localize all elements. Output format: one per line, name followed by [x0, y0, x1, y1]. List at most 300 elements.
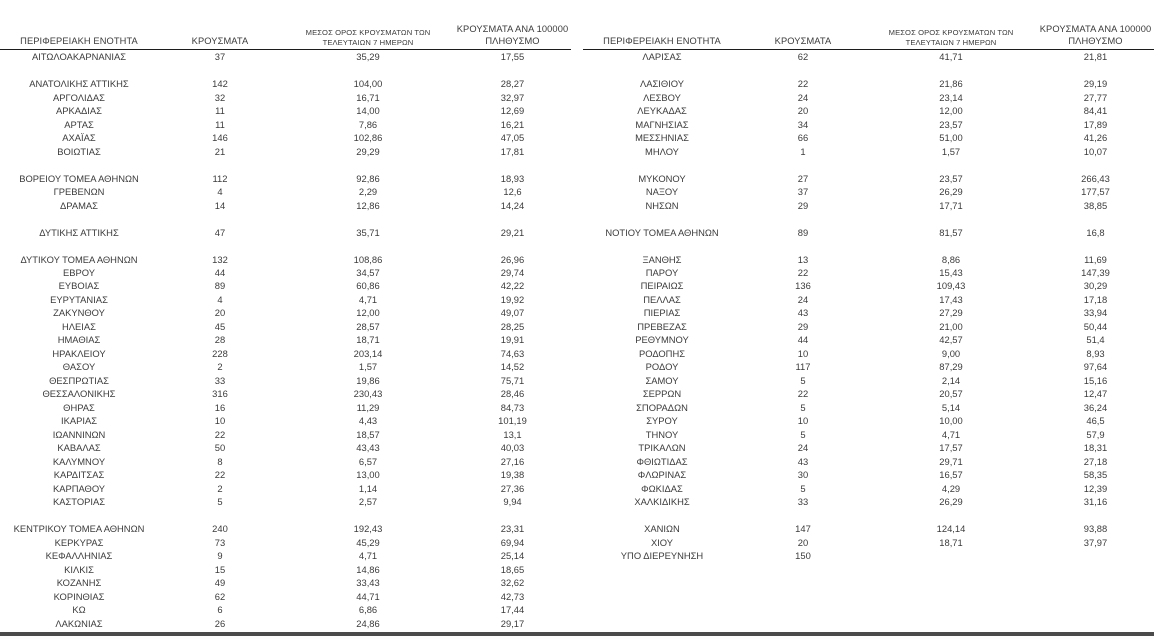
region-cell: ΕΥΒΟΙΑΣ — [58, 280, 100, 292]
right-table-body — [583, 50, 1154, 630]
region-cell: ΛΑΚΩΝΙΑΣ — [55, 617, 103, 629]
table-row — [0, 212, 571, 225]
table-row — [583, 482, 1154, 495]
cases-cell: 22 — [214, 469, 226, 481]
cases-cell: 316 — [212, 388, 228, 400]
left-header-avg7-line1: ΜΕΣΟΣ ΟΡΟΣ ΚΡΟΥΣΜΑΤΩΝ ΤΩΝ — [305, 28, 431, 37]
cases-cell: 2 — [217, 361, 223, 373]
avg7-cell: 60,86 — [356, 280, 380, 292]
cases-cell: 16 — [214, 401, 226, 413]
left-table-header — [0, 0, 571, 50]
per100k-cell: 41,26 — [1083, 132, 1108, 144]
avg7-cell: 92,86 — [356, 172, 380, 184]
per100k-cell: 40,03 — [500, 442, 525, 454]
per100k-cell: 69,94 — [500, 536, 525, 548]
region-cell: ΚΑΒΑΛΑΣ — [57, 442, 101, 454]
avg7-cell: 7,86 — [358, 118, 378, 130]
cases-cell: 44 — [214, 266, 226, 278]
per100k-cell: 17,18 — [1083, 293, 1108, 305]
per100k-cell: 28,25 — [500, 320, 525, 332]
region-cell: ΚΙΛΚΙΣ — [64, 563, 94, 575]
avg7-cell: 28,57 — [356, 320, 380, 332]
region-cell: ΣΑΜΟΥ — [645, 374, 679, 386]
per100k-cell: 27,77 — [1083, 91, 1108, 103]
region-cell: ΗΛΕΙΑΣ — [62, 320, 96, 332]
cases-cell: 32 — [214, 91, 226, 103]
cases-cell: 117 — [795, 361, 811, 373]
region-cell: ΠΑΡΟΥ — [645, 266, 679, 278]
cases-cell: 45 — [214, 320, 226, 332]
avg7-cell: 124,14 — [936, 523, 966, 535]
avg7-cell: 15,43 — [939, 266, 963, 278]
cases-cell: 30 — [797, 469, 809, 481]
cases-cell: 20 — [797, 105, 809, 117]
region-cell: ΓΡΕΒΕΝΩΝ — [53, 186, 105, 198]
avg7-cell: 23,57 — [939, 118, 963, 130]
cases-cell: 47 — [214, 226, 226, 238]
right-header-avg7-line1: ΜΕΣΟΣ ΟΡΟΣ ΚΡΟΥΣΜΑΤΩΝ ΤΩΝ — [888, 28, 1014, 37]
cases-cell: 24 — [797, 293, 809, 305]
cases-cell: 20 — [214, 307, 226, 319]
table-row — [583, 104, 1154, 117]
cases-cell: 8 — [217, 455, 223, 467]
region-cell: ΑΡΓΟΛΙΔΑΣ — [53, 91, 105, 103]
table-row — [583, 347, 1154, 360]
table-row — [583, 455, 1154, 468]
per100k-cell: 50,44 — [1083, 320, 1108, 332]
per100k-cell: 97,64 — [1083, 361, 1108, 373]
per100k-cell: 33,94 — [1083, 307, 1108, 319]
region-cell: ΔΥΤΙΚΟΥ ΤΟΜΕΑ ΑΘΗΝΩΝ — [20, 253, 138, 265]
avg7-cell: 18,71 — [356, 334, 380, 346]
table-row — [583, 252, 1154, 265]
region-cell: ΑΝΑΤΟΛΙΚΗΣ ΑΤΤΙΚΗΣ — [29, 78, 129, 90]
cases-cell: 43 — [797, 455, 809, 467]
cases-cell: 10 — [797, 347, 809, 359]
avg7-cell: 230,43 — [353, 388, 383, 400]
avg7-cell: 1,57 — [358, 361, 378, 373]
table-row — [583, 603, 1154, 616]
per100k-cell: 31,16 — [1083, 496, 1108, 508]
avg7-cell: 4,71 — [358, 550, 378, 562]
region-cell: ΚΑΛΥΜΝΟΥ — [52, 455, 106, 467]
table-row — [0, 508, 571, 521]
table-row — [0, 360, 571, 373]
per100k-cell: 57,9 — [1086, 428, 1105, 440]
table-row — [0, 616, 571, 629]
region-cell: ΚΟΡΙΝΘΙΑΣ — [53, 590, 105, 602]
region-cell: ΙΩΑΝΝΙΝΩΝ — [52, 428, 106, 440]
avg7-cell: 8,86 — [941, 253, 961, 265]
per100k-cell: 8,93 — [1086, 347, 1105, 359]
region-cell: ΚΑΡΔΙΤΣΑΣ — [53, 469, 105, 481]
per100k-cell: 32,62 — [500, 577, 525, 589]
table-row — [583, 508, 1154, 521]
cases-cell: 50 — [214, 442, 226, 454]
table-row — [0, 482, 571, 495]
per100k-cell: 74,63 — [500, 347, 525, 359]
cases-cell: 22 — [797, 266, 809, 278]
per100k-cell: 11,69 — [1084, 253, 1107, 265]
per100k-cell: 12,47 — [1083, 388, 1108, 400]
avg7-cell: 9,00 — [941, 347, 961, 359]
table-row — [0, 414, 571, 427]
table-row — [583, 387, 1154, 400]
per100k-cell: 16,21 — [500, 118, 525, 130]
cases-cell: 132 — [212, 253, 228, 265]
avg7-cell: 5,14 — [941, 401, 961, 413]
table-row — [0, 428, 571, 441]
avg7-cell: 10,00 — [939, 415, 963, 427]
cases-cell: 5 — [800, 401, 806, 413]
table-row — [583, 360, 1154, 373]
region-cell: ΠΕΛΛΑΣ — [643, 293, 681, 305]
table-row — [0, 455, 571, 468]
table-row — [583, 185, 1154, 198]
region-cell: ΑΧΑΪΑΣ — [62, 132, 96, 144]
avg7-cell: 44,71 — [356, 590, 380, 602]
avg7-cell: 43,43 — [356, 442, 380, 454]
table-row — [0, 117, 571, 130]
cases-cell: 24 — [797, 91, 809, 103]
region-cell: ΧΑΛΚΙΔΙΚΗΣ — [634, 496, 690, 508]
per100k-cell: 17,81 — [500, 145, 525, 157]
per100k-cell: 27,36 — [500, 482, 525, 494]
avg7-cell: 4,43 — [358, 415, 378, 427]
avg7-cell: 12,86 — [356, 199, 380, 211]
per100k-cell: 49,07 — [500, 307, 525, 319]
table-row — [583, 306, 1154, 319]
cases-cell: 49 — [214, 577, 226, 589]
table-row — [0, 104, 571, 117]
per100k-cell: 42,22 — [500, 280, 525, 292]
table-row — [0, 239, 571, 252]
per100k-cell: 27,18 — [1083, 455, 1108, 467]
per100k-cell: 9,94 — [503, 496, 522, 508]
region-cell: ΠΕΙΡΑΙΩΣ — [640, 280, 684, 292]
per100k-cell: 15,16 — [1083, 374, 1108, 386]
region-cell: ΑΡΤΑΣ — [64, 118, 94, 130]
table-row — [0, 77, 571, 90]
avg7-cell: 2,14 — [941, 374, 961, 386]
left-header-avg7 — [282, 28, 454, 49]
avg7-cell: 21,86 — [939, 78, 963, 90]
table-row — [0, 90, 571, 103]
avg7-cell: 81,57 — [939, 226, 963, 238]
table-row — [0, 131, 571, 144]
region-cell: ΖΑΚΥΝΘΟΥ — [53, 307, 105, 319]
per100k-cell: 46,5 — [1086, 415, 1105, 427]
region-cell: ΚΟΖΑΝΗΣ — [56, 577, 102, 589]
table-row — [0, 198, 571, 211]
per100k-cell: 19,38 — [500, 469, 525, 481]
per100k-cell: 18,31 — [1083, 442, 1108, 454]
table-row — [0, 252, 571, 265]
avg7-cell: 6,57 — [358, 455, 378, 467]
table-row — [583, 562, 1154, 575]
covid-table-left — [0, 0, 571, 630]
cases-cell: 150 — [795, 550, 811, 562]
avg7-cell: 108,86 — [353, 253, 383, 265]
region-cell: ΧΑΝΙΩΝ — [644, 523, 680, 535]
avg7-cell: 26,29 — [939, 496, 963, 508]
avg7-cell: 21,00 — [939, 320, 963, 332]
right-header-per100k — [1037, 24, 1154, 49]
region-cell: ΡΕΘΥΜΝΟΥ — [635, 334, 689, 346]
avg7-cell: 16,57 — [939, 469, 963, 481]
region-cell: ΠΙΕΡΙΑΣ — [643, 307, 681, 319]
region-cell: ΘΕΣΣΑΛΟΝΙΚΗΣ — [42, 388, 116, 400]
cases-cell: 26 — [214, 617, 226, 629]
per100k-cell: 17,55 — [500, 51, 525, 63]
region-cell: ΧΙΟΥ — [650, 536, 674, 548]
per100k-cell: 93,88 — [1083, 523, 1108, 535]
right-header-avg7 — [865, 28, 1037, 49]
table-row — [0, 441, 571, 454]
table-row — [0, 589, 571, 602]
avg7-cell: 18,57 — [356, 428, 380, 440]
covid-table-right — [583, 0, 1154, 630]
cases-cell: 147 — [795, 523, 811, 535]
table-row — [583, 266, 1154, 279]
cases-cell: 146 — [212, 132, 228, 144]
region-cell: ΤΗΝΟΥ — [645, 428, 679, 440]
cases-cell: 14 — [214, 199, 226, 211]
cases-cell: 142 — [212, 78, 228, 90]
table-row — [583, 171, 1154, 184]
per100k-cell: 18,93 — [500, 172, 525, 184]
avg7-cell: 4,71 — [941, 428, 961, 440]
cases-cell: 13 — [797, 253, 809, 265]
table-row — [583, 144, 1154, 157]
avg7-cell: 23,14 — [939, 91, 963, 103]
per100k-cell: 266,43 — [1081, 172, 1110, 184]
region-cell: ΗΡΑΚΛΕΙΟΥ — [52, 347, 106, 359]
table-row — [0, 347, 571, 360]
table-row — [0, 401, 571, 414]
left-header-avg7-line2: ΤΕΛΕΥΤΑΙΩΝ 7 ΗΜΕΡΩΝ — [322, 37, 414, 47]
avg7-cell: 35,71 — [356, 226, 380, 238]
cases-cell: 10 — [797, 415, 809, 427]
cases-cell: 136 — [795, 280, 811, 292]
region-cell: ΛΕΥΚΑΔΑΣ — [637, 105, 687, 117]
per100k-cell: 25,14 — [500, 550, 525, 562]
table-row — [583, 414, 1154, 427]
table-row — [583, 90, 1154, 103]
table-row — [0, 387, 571, 400]
region-cell: ΝΗΣΩΝ — [645, 199, 679, 211]
cases-cell: 43 — [797, 307, 809, 319]
per100k-cell: 29,17 — [500, 617, 525, 629]
table-row — [583, 428, 1154, 441]
region-cell: ΚΕΡΚΥΡΑΣ — [54, 536, 104, 548]
region-cell: ΝΟΤΙΟΥ ΤΟΜΕΑ ΑΘΗΝΩΝ — [605, 226, 719, 238]
right-header-per100k-line2: ΠΛΗΘΥΣΜΟ — [1068, 35, 1123, 46]
avg7-cell: 34,57 — [356, 266, 380, 278]
per100k-cell: 42,73 — [500, 590, 525, 602]
avg7-cell: 13,00 — [356, 469, 380, 481]
per100k-cell: 21,81 — [1083, 51, 1108, 63]
table-row — [583, 158, 1154, 171]
region-cell: ΚΕΦΑΛΛΗΝΙΑΣ — [45, 550, 113, 562]
per100k-cell: 36,24 — [1083, 401, 1108, 413]
region-cell: ΗΜΑΘΙΑΣ — [57, 334, 101, 346]
cases-cell: 240 — [212, 523, 228, 535]
avg7-cell: 41,71 — [939, 51, 963, 63]
cases-cell: 5 — [217, 496, 223, 508]
region-cell: ΔΡΑΜΑΣ — [60, 199, 98, 211]
table-row — [583, 522, 1154, 535]
per100k-cell: 29,21 — [500, 226, 525, 238]
avg7-cell: 23,57 — [939, 172, 963, 184]
cases-cell: 21 — [214, 145, 226, 157]
cases-cell: 89 — [214, 280, 226, 292]
per100k-cell: 19,92 — [500, 293, 525, 305]
avg7-cell: 17,43 — [939, 293, 963, 305]
avg7-cell: 87,29 — [939, 361, 963, 373]
avg7-cell: 14,00 — [356, 105, 380, 117]
table-row — [583, 401, 1154, 414]
table-row — [0, 374, 571, 387]
per100k-cell: 177,57 — [1081, 186, 1110, 198]
cases-cell: 4 — [217, 186, 223, 198]
per100k-cell: 147,39 — [1081, 266, 1110, 278]
left-header-region: ΠΕΡΙΦΕΡΕΙΑΚΗ ΕΝΟΤΗΤΑ — [20, 36, 138, 46]
table-row — [583, 63, 1154, 76]
region-cell: ΚΩ — [72, 604, 86, 616]
table-row — [0, 144, 571, 157]
table-row — [583, 50, 1154, 63]
per100k-cell: 12,6 — [503, 186, 522, 198]
region-cell: ΠΡΕΒΕΖΑΣ — [637, 320, 687, 332]
table-row — [583, 131, 1154, 144]
table-row — [0, 50, 571, 63]
region-cell: ΘΕΣΠΡΩΤΙΑΣ — [49, 374, 109, 386]
region-cell: ΜΕΣΣΗΝΙΑΣ — [635, 132, 689, 144]
per100k-cell: 37,97 — [1083, 536, 1108, 548]
avg7-cell: 2,29 — [358, 186, 378, 198]
cases-cell: 112 — [212, 172, 228, 184]
cases-cell: 66 — [797, 132, 809, 144]
cases-cell: 29 — [797, 320, 809, 332]
table-row — [0, 225, 571, 238]
cases-cell: 22 — [797, 388, 809, 400]
per100k-cell: 32,97 — [500, 91, 525, 103]
avg7-cell: 109,43 — [936, 280, 966, 292]
region-cell: ΘΑΣΟΥ — [62, 361, 96, 373]
region-cell: ΜΗΛΟΥ — [645, 145, 679, 157]
table-row — [583, 279, 1154, 292]
cases-cell: 22 — [797, 78, 809, 90]
table-row — [583, 589, 1154, 602]
cases-cell: 228 — [212, 347, 228, 359]
cases-cell: 2 — [217, 482, 223, 494]
region-cell: ΡΟΔΟΥ — [645, 361, 679, 373]
avg7-cell: 35,29 — [356, 51, 380, 63]
table-row — [583, 333, 1154, 346]
per100k-cell: 75,71 — [500, 374, 525, 386]
region-cell: ΛΕΣΒΟΥ — [643, 91, 681, 103]
cases-cell: 6 — [217, 604, 223, 616]
region-cell: ΑΡΚΑΔΙΑΣ — [56, 105, 102, 117]
region-cell: ΘΗΡΑΣ — [63, 401, 95, 413]
per100k-cell: 14,52 — [500, 361, 525, 373]
region-cell: ΑΙΤΩΛΟΑΚΑΡΝΑΝΙΑΣ — [31, 51, 127, 63]
avg7-cell: 26,29 — [939, 186, 963, 198]
cases-cell: 28 — [214, 334, 226, 346]
avg7-cell: 45,29 — [356, 536, 380, 548]
table-row — [583, 441, 1154, 454]
per100k-cell: 101,19 — [498, 415, 527, 427]
table-row — [0, 266, 571, 279]
table-row — [583, 374, 1154, 387]
avg7-cell: 20,57 — [939, 388, 963, 400]
cases-cell: 15 — [214, 563, 226, 575]
avg7-cell: 29,71 — [939, 455, 963, 467]
region-cell: ΣΠΟΡΑΔΩΝ — [636, 401, 688, 413]
right-header-per100k-line1: ΚΡΟΥΣΜΑΤΑ ΑΝΑ 100000 — [1039, 24, 1152, 34]
table-row — [583, 77, 1154, 90]
avg7-cell: 14,86 — [356, 563, 380, 575]
table-row — [0, 171, 571, 184]
avg7-cell: 192,43 — [353, 523, 383, 535]
avg7-cell: 1,14 — [358, 482, 378, 494]
avg7-cell: 11,29 — [356, 401, 380, 413]
table-row — [0, 320, 571, 333]
table-row — [583, 239, 1154, 252]
per100k-cell: 17,89 — [1083, 118, 1108, 130]
per100k-cell: 13,1 — [503, 428, 522, 440]
region-cell: ΒΟΙΩΤΙΑΣ — [57, 145, 101, 157]
cases-cell: 20 — [797, 536, 809, 548]
cases-cell: 9 — [217, 550, 223, 562]
table-row — [583, 320, 1154, 333]
cases-cell: 34 — [797, 118, 809, 130]
table-row — [0, 293, 571, 306]
cases-cell: 33 — [797, 496, 809, 508]
cases-cell: 22 — [214, 428, 226, 440]
per100k-cell: 29,74 — [500, 266, 525, 278]
cases-cell: 44 — [797, 334, 809, 346]
per100k-cell: 58,35 — [1083, 469, 1108, 481]
region-cell: ΦΛΩΡΙΝΑΣ — [637, 469, 687, 481]
per100k-cell: 38,85 — [1083, 199, 1108, 211]
table-row — [583, 212, 1154, 225]
per100k-cell: 30,29 — [1083, 280, 1108, 292]
cases-cell: 37 — [214, 51, 226, 63]
right-header-avg7-line2: ΤΕΛΕΥΤΑΙΩΝ 7 ΗΜΕΡΩΝ — [905, 37, 997, 47]
left-header-per100k-line2: ΠΛΗΘΥΣΜΟ — [485, 35, 540, 46]
per100k-cell: 51,4 — [1086, 334, 1105, 346]
left-header-per100k — [454, 24, 571, 49]
region-cell: ΚΑΣΤΟΡΙΑΣ — [52, 496, 106, 508]
avg7-cell: 27,29 — [939, 307, 963, 319]
region-cell: ΥΠΟ ΔΙΕΡΕΥΝΗΣΗ — [620, 550, 704, 562]
per100k-cell: 12,39 — [1083, 482, 1108, 494]
avg7-cell: 104,00 — [353, 78, 383, 90]
region-cell: ΜΑΓΝΗΣΙΑΣ — [635, 118, 689, 130]
table-row — [0, 185, 571, 198]
per100k-cell: 28,27 — [500, 78, 525, 90]
table-row — [0, 576, 571, 589]
region-cell: ΤΡΙΚΑΛΩΝ — [638, 442, 686, 454]
table-row — [583, 468, 1154, 481]
avg7-cell: 12,00 — [356, 307, 380, 319]
table-row — [0, 535, 571, 548]
per100k-cell: 23,31 — [500, 523, 525, 535]
per100k-cell: 84,41 — [1083, 105, 1108, 117]
avg7-cell: 4,71 — [358, 293, 378, 305]
